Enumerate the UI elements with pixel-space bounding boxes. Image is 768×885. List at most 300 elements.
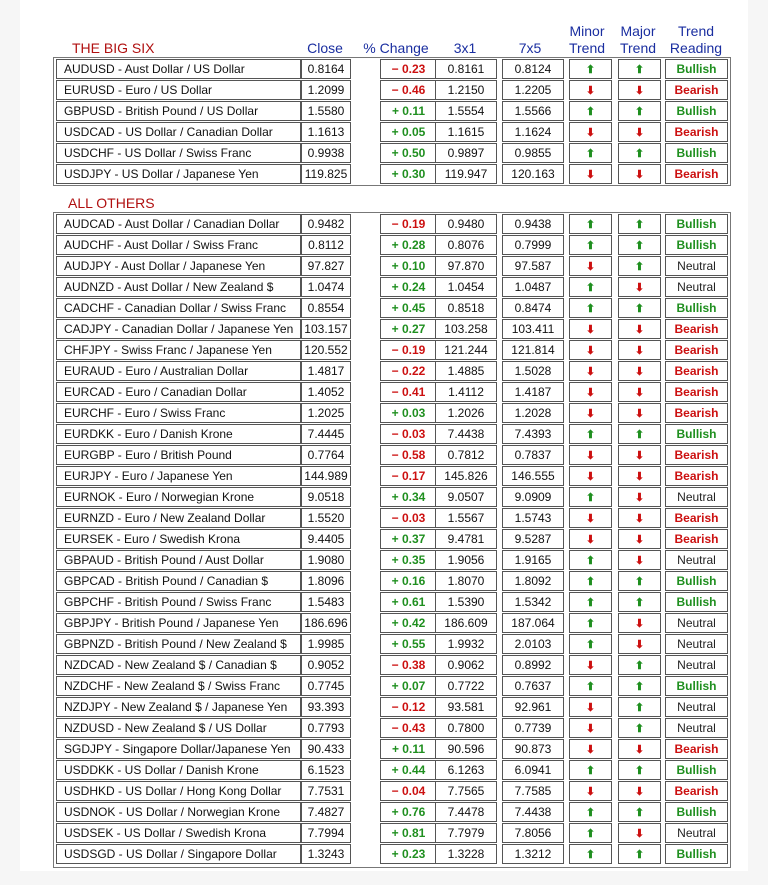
header-major-line1: Major — [620, 23, 656, 39]
pct-change-cell: − 0.22 — [380, 361, 437, 381]
arrow-up-icon: ⬆ — [634, 64, 645, 76]
pair-name-cell: EURCHF - Euro / Swiss Franc — [56, 403, 301, 423]
close-cell: 1.2099 — [301, 80, 351, 100]
pair-name-cell: USDSGD - US Dollar / Singapore Dollar — [56, 844, 301, 864]
avg-7x5-cell: 1.0487 — [502, 277, 564, 297]
trend-reading-cell: Neutral — [665, 718, 728, 738]
arrow-down-icon: ⬇ — [585, 513, 596, 525]
arrow-up-icon: ⬆ — [585, 765, 596, 777]
major-trend-cell — [618, 613, 661, 633]
major-trend-cell — [618, 382, 661, 402]
close-cell: 0.9482 — [301, 214, 351, 234]
avg-7x5-cell: 7.4393 — [502, 424, 564, 444]
close-cell: 1.9080 — [301, 550, 351, 570]
trend-reading-cell: Bullish — [665, 592, 728, 612]
avg-7x5-cell: 9.0909 — [502, 487, 564, 507]
avg-3x1-cell: 0.9062 — [435, 655, 497, 675]
avg-7x5-cell: 1.8092 — [502, 571, 564, 591]
trend-reading-cell: Bearish — [665, 781, 728, 801]
minor-trend-cell — [569, 277, 612, 297]
arrow-down-icon: ⬇ — [634, 345, 645, 357]
major-trend-cell — [618, 277, 661, 297]
close-cell: 7.4445 — [301, 424, 351, 444]
major-trend-cell — [618, 214, 661, 234]
arrow-up-icon: ⬆ — [634, 723, 645, 735]
major-trend-cell — [618, 739, 661, 759]
avg-7x5-cell: 1.5743 — [502, 508, 564, 528]
avg-7x5-cell: 7.8056 — [502, 823, 564, 843]
pct-change-cell: + 0.11 — [380, 739, 437, 759]
pair-name-cell: USDCAD - US Dollar / Canadian Dollar — [56, 122, 301, 142]
arrow-down-icon: ⬇ — [634, 471, 645, 483]
close-cell: 120.552 — [301, 340, 351, 360]
minor-trend-cell — [569, 697, 612, 717]
avg-3x1-cell: 0.7722 — [435, 676, 497, 696]
minor-trend-cell — [569, 80, 612, 100]
minor-trend-cell — [569, 235, 612, 255]
avg-3x1-cell: 1.8070 — [435, 571, 497, 591]
avg-3x1-cell: 1.4112 — [435, 382, 497, 402]
pct-change-cell: + 0.11 — [380, 101, 437, 121]
pair-name-cell: AUDCHF - Aust Dollar / Swiss Franc — [56, 235, 301, 255]
avg-3x1-cell: 0.8076 — [435, 235, 497, 255]
avg-7x5-cell: 0.7837 — [502, 445, 564, 465]
close-cell: 1.4052 — [301, 382, 351, 402]
arrow-down-icon: ⬇ — [634, 450, 645, 462]
arrow-down-icon: ⬇ — [585, 169, 596, 181]
close-cell: 90.433 — [301, 739, 351, 759]
trend-reading-cell: Bullish — [665, 571, 728, 591]
pct-change-cell: + 0.10 — [380, 256, 437, 276]
pair-name-cell: USDCHF - US Dollar / Swiss Franc — [56, 143, 301, 163]
pct-change-cell: + 0.27 — [380, 319, 437, 339]
pair-name-cell: NZDJPY - New Zealand $ / Japanese Yen — [56, 697, 301, 717]
arrow-down-icon: ⬇ — [585, 786, 596, 798]
major-trend-cell — [618, 529, 661, 549]
major-trend-cell — [618, 655, 661, 675]
close-cell: 0.9938 — [301, 143, 351, 163]
avg-3x1-cell: 1.3228 — [435, 844, 497, 864]
pct-change-cell: + 0.30 — [380, 164, 437, 184]
pair-name-cell: GBPUSD - British Pound / US Dollar — [56, 101, 301, 121]
arrow-down-icon: ⬇ — [634, 492, 645, 504]
arrow-up-icon: ⬆ — [634, 681, 645, 693]
major-trend-cell — [618, 340, 661, 360]
arrow-down-icon: ⬇ — [585, 723, 596, 735]
trend-reading-cell: Bullish — [665, 760, 728, 780]
arrow-up-icon: ⬆ — [585, 240, 596, 252]
arrow-up-icon: ⬆ — [634, 597, 645, 609]
pct-change-cell: + 0.44 — [380, 760, 437, 780]
major-trend-cell — [618, 101, 661, 121]
close-cell: 1.3243 — [301, 844, 351, 864]
major-trend-cell — [618, 319, 661, 339]
arrow-up-icon: ⬆ — [634, 849, 645, 861]
avg-3x1-cell: 1.5554 — [435, 101, 497, 121]
arrow-up-icon: ⬆ — [634, 429, 645, 441]
minor-trend-cell — [569, 634, 612, 654]
avg-7x5-cell: 9.5287 — [502, 529, 564, 549]
minor-trend-cell — [569, 466, 612, 486]
arrow-down-icon: ⬇ — [585, 366, 596, 378]
avg-7x5-cell: 6.0941 — [502, 760, 564, 780]
avg-3x1-cell: 93.581 — [435, 697, 497, 717]
pct-change-cell: − 0.58 — [380, 445, 437, 465]
arrow-up-icon: ⬆ — [585, 303, 596, 315]
header-minor-line2: Trend — [568, 40, 606, 56]
arrow-up-icon: ⬆ — [585, 618, 596, 630]
arrow-down-icon: ⬇ — [585, 408, 596, 420]
major-trend-cell — [618, 571, 661, 591]
pair-name-cell: GBPNZD - British Pound / New Zealand $ — [56, 634, 301, 654]
minor-trend-cell — [569, 718, 612, 738]
close-cell: 1.8096 — [301, 571, 351, 591]
avg-3x1-cell: 90.596 — [435, 739, 497, 759]
avg-7x5-cell: 1.3212 — [502, 844, 564, 864]
trend-reading-cell: Bearish — [665, 466, 728, 486]
header-major-line2: Trend — [619, 40, 657, 56]
trend-reading-cell: Bearish — [665, 361, 728, 381]
avg-7x5-cell: 0.9855 — [502, 143, 564, 163]
pair-name-cell: GBPAUD - British Pound / Aust Dollar — [56, 550, 301, 570]
avg-3x1-cell: 1.0454 — [435, 277, 497, 297]
header-7x5: 7x5 — [518, 40, 542, 56]
trend-reading-cell: Bearish — [665, 319, 728, 339]
minor-trend-cell — [569, 592, 612, 612]
avg-3x1-cell: 1.4885 — [435, 361, 497, 381]
major-trend-cell — [618, 802, 661, 822]
minor-trend-cell — [569, 122, 612, 142]
arrow-up-icon: ⬆ — [585, 282, 596, 294]
major-trend-cell — [618, 760, 661, 780]
major-trend-cell — [618, 718, 661, 738]
avg-7x5-cell: 0.7739 — [502, 718, 564, 738]
pct-change-cell: − 0.23 — [380, 59, 437, 79]
pair-name-cell: CADJPY - Canadian Dollar / Japanese Yen — [56, 319, 301, 339]
minor-trend-cell — [569, 214, 612, 234]
arrow-down-icon: ⬇ — [585, 345, 596, 357]
header-minor-line1: Minor — [569, 23, 605, 39]
arrow-down-icon: ⬇ — [634, 639, 645, 651]
avg-3x1-cell: 1.9056 — [435, 550, 497, 570]
major-trend-cell — [618, 508, 661, 528]
pct-change-cell: − 0.41 — [380, 382, 437, 402]
pct-change-cell: − 0.46 — [380, 80, 437, 100]
arrow-down-icon: ⬇ — [634, 85, 645, 97]
pair-name-cell: USDSEK - US Dollar / Swedish Krona — [56, 823, 301, 843]
trend-reading-cell: Bearish — [665, 122, 728, 142]
minor-trend-cell — [569, 256, 612, 276]
avg-3x1-cell: 7.4438 — [435, 424, 497, 444]
avg-3x1-cell: 1.5567 — [435, 508, 497, 528]
pct-change-cell: − 0.17 — [380, 466, 437, 486]
pct-change-cell: − 0.12 — [380, 697, 437, 717]
pct-change-cell: − 0.19 — [380, 214, 437, 234]
arrow-up-icon: ⬆ — [634, 148, 645, 160]
major-trend-cell — [618, 235, 661, 255]
pair-name-cell: USDNOK - US Dollar / Norwegian Krone — [56, 802, 301, 822]
minor-trend-cell — [569, 760, 612, 780]
pair-name-cell: CADCHF - Canadian Dollar / Swiss Franc — [56, 298, 301, 318]
pair-name-cell: AUDNZD - Aust Dollar / New Zealand $ — [56, 277, 301, 297]
close-cell: 1.5580 — [301, 101, 351, 121]
trend-reading-cell: Neutral — [665, 634, 728, 654]
avg-7x5-cell: 1.2205 — [502, 80, 564, 100]
close-cell: 0.7764 — [301, 445, 351, 465]
arrow-down-icon: ⬇ — [585, 324, 596, 336]
pct-change-cell: + 0.45 — [380, 298, 437, 318]
pair-name-cell: EURCAD - Euro / Canadian Dollar — [56, 382, 301, 402]
minor-trend-cell — [569, 823, 612, 843]
avg-3x1-cell: 1.1615 — [435, 122, 497, 142]
trend-reading-cell: Bullish — [665, 424, 728, 444]
major-trend-cell — [618, 466, 661, 486]
arrow-up-icon: ⬆ — [585, 828, 596, 840]
trend-reading-cell: Bearish — [665, 739, 728, 759]
pair-name-cell: CHFJPY - Swiss Franc / Japanese Yen — [56, 340, 301, 360]
minor-trend-cell — [569, 382, 612, 402]
pair-name-cell: EURDKK - Euro / Danish Krone — [56, 424, 301, 444]
pair-name-cell: EURAUD - Euro / Australian Dollar — [56, 361, 301, 381]
close-cell: 0.8554 — [301, 298, 351, 318]
pct-change-cell: + 0.23 — [380, 844, 437, 864]
arrow-down-icon: ⬇ — [634, 387, 645, 399]
avg-7x5-cell: 121.814 — [502, 340, 564, 360]
close-cell: 1.0474 — [301, 277, 351, 297]
arrow-down-icon: ⬇ — [634, 127, 645, 139]
trend-reading-cell: Neutral — [665, 655, 728, 675]
major-trend-cell — [618, 143, 661, 163]
avg-3x1-cell: 9.4781 — [435, 529, 497, 549]
arrow-down-icon: ⬇ — [585, 387, 596, 399]
pair-name-cell: EURGBP - Euro / British Pound — [56, 445, 301, 465]
arrow-down-icon: ⬇ — [634, 324, 645, 336]
arrow-down-icon: ⬇ — [634, 618, 645, 630]
pct-change-cell: + 0.07 — [380, 676, 437, 696]
avg-7x5-cell: 92.961 — [502, 697, 564, 717]
close-cell: 0.7745 — [301, 676, 351, 696]
avg-7x5-cell: 0.7637 — [502, 676, 564, 696]
avg-3x1-cell: 97.870 — [435, 256, 497, 276]
minor-trend-cell — [569, 403, 612, 423]
close-cell: 1.5520 — [301, 508, 351, 528]
arrow-up-icon: ⬆ — [634, 576, 645, 588]
section-title-all-others: ALL OTHERS — [68, 195, 155, 211]
arrow-down-icon: ⬇ — [585, 261, 596, 273]
arrow-down-icon: ⬇ — [634, 555, 645, 567]
close-cell: 7.7531 — [301, 781, 351, 801]
header-minor-trend — [562, 23, 612, 57]
avg-3x1-cell: 145.826 — [435, 466, 497, 486]
arrow-up-icon: ⬆ — [634, 807, 645, 819]
pair-name-cell: USDHKD - US Dollar / Hong Kong Dollar — [56, 781, 301, 801]
major-trend-cell — [618, 80, 661, 100]
avg-7x5-cell: 1.5342 — [502, 592, 564, 612]
minor-trend-cell — [569, 143, 612, 163]
avg-7x5-cell: 0.7999 — [502, 235, 564, 255]
major-trend-cell — [618, 592, 661, 612]
close-cell: 144.989 — [301, 466, 351, 486]
pct-change-cell: + 0.61 — [380, 592, 437, 612]
major-trend-cell — [618, 361, 661, 381]
trend-reading-cell: Bullish — [665, 298, 728, 318]
pair-name-cell: GBPJPY - British Pound / Japanese Yen — [56, 613, 301, 633]
close-cell: 1.2025 — [301, 403, 351, 423]
close-cell: 9.0518 — [301, 487, 351, 507]
trend-reading-cell: Neutral — [665, 487, 728, 507]
pct-change-cell: − 0.03 — [380, 424, 437, 444]
major-trend-cell — [618, 844, 661, 864]
pct-change-cell: + 0.16 — [380, 571, 437, 591]
avg-7x5-cell: 1.2028 — [502, 403, 564, 423]
arrow-up-icon: ⬆ — [634, 106, 645, 118]
avg-3x1-cell: 103.258 — [435, 319, 497, 339]
pair-name-cell: GBPCHF - British Pound / Swiss Franc — [56, 592, 301, 612]
pct-change-cell: + 0.42 — [380, 613, 437, 633]
minor-trend-cell — [569, 739, 612, 759]
avg-3x1-cell: 186.609 — [435, 613, 497, 633]
header-3x1: 3x1 — [453, 40, 477, 56]
avg-7x5-cell: 7.7585 — [502, 781, 564, 801]
arrow-down-icon: ⬇ — [634, 282, 645, 294]
avg-3x1-cell: 0.9897 — [435, 143, 497, 163]
avg-7x5-cell: 1.5028 — [502, 361, 564, 381]
header-trend-reading — [664, 23, 728, 57]
minor-trend-cell — [569, 613, 612, 633]
header-trend-line1: Trend — [677, 23, 715, 39]
pair-name-cell: USDDKK - US Dollar / Danish Krone — [56, 760, 301, 780]
minor-trend-cell — [569, 550, 612, 570]
pct-change-cell: + 0.24 — [380, 277, 437, 297]
minor-trend-cell — [569, 424, 612, 444]
pct-change-cell: − 0.19 — [380, 340, 437, 360]
minor-trend-cell — [569, 487, 612, 507]
arrow-up-icon: ⬆ — [585, 849, 596, 861]
trend-reading-cell: Bearish — [665, 403, 728, 423]
minor-trend-cell — [569, 655, 612, 675]
trend-reading-cell: Bullish — [665, 844, 728, 864]
close-cell: 1.4817 — [301, 361, 351, 381]
trend-reading-cell: Bullish — [665, 676, 728, 696]
avg-3x1-cell: 0.7812 — [435, 445, 497, 465]
close-cell: 0.8164 — [301, 59, 351, 79]
arrow-up-icon: ⬆ — [585, 64, 596, 76]
trend-reading-cell: Bearish — [665, 340, 728, 360]
avg-3x1-cell: 0.8518 — [435, 298, 497, 318]
major-trend-cell — [618, 403, 661, 423]
arrow-up-icon: ⬆ — [585, 106, 596, 118]
avg-7x5-cell: 1.1624 — [502, 122, 564, 142]
header-trend-line2: Reading — [669, 40, 723, 56]
avg-3x1-cell: 7.7565 — [435, 781, 497, 801]
arrow-up-icon: ⬆ — [585, 429, 596, 441]
trend-reading-cell: Bearish — [665, 508, 728, 528]
avg-7x5-cell: 1.4187 — [502, 382, 564, 402]
avg-7x5-cell: 1.5566 — [502, 101, 564, 121]
minor-trend-cell — [569, 164, 612, 184]
close-cell: 97.827 — [301, 256, 351, 276]
arrow-down-icon: ⬇ — [634, 513, 645, 525]
pct-change-cell: + 0.37 — [380, 529, 437, 549]
close-cell: 119.825 — [301, 164, 351, 184]
pair-name-cell: EURSEK - Euro / Swedish Krona — [56, 529, 301, 549]
major-trend-cell — [618, 697, 661, 717]
avg-7x5-cell: 7.4438 — [502, 802, 564, 822]
arrow-down-icon: ⬇ — [634, 744, 645, 756]
trend-reading-cell: Neutral — [665, 697, 728, 717]
avg-7x5-cell: 0.8124 — [502, 59, 564, 79]
arrow-up-icon: ⬆ — [634, 240, 645, 252]
avg-3x1-cell: 119.947 — [435, 164, 497, 184]
avg-7x5-cell: 146.555 — [502, 466, 564, 486]
major-trend-cell — [618, 164, 661, 184]
arrow-down-icon: ⬇ — [634, 786, 645, 798]
header-major-trend — [613, 23, 663, 57]
pair-name-cell: AUDCAD - Aust Dollar / Canadian Dollar — [56, 214, 301, 234]
minor-trend-cell — [569, 781, 612, 801]
minor-trend-cell — [569, 59, 612, 79]
avg-3x1-cell: 0.8161 — [435, 59, 497, 79]
trend-reading-cell: Bullish — [665, 802, 728, 822]
close-cell: 7.7994 — [301, 823, 351, 843]
minor-trend-cell — [569, 101, 612, 121]
trend-reading-cell: Bullish — [665, 214, 728, 234]
trend-reading-cell: Bearish — [665, 80, 728, 100]
avg-7x5-cell: 2.0103 — [502, 634, 564, 654]
major-trend-cell — [618, 256, 661, 276]
avg-3x1-cell: 0.7800 — [435, 718, 497, 738]
avg-3x1-cell: 1.2026 — [435, 403, 497, 423]
major-trend-cell — [618, 298, 661, 318]
arrow-down-icon: ⬇ — [585, 85, 596, 97]
minor-trend-cell — [569, 445, 612, 465]
arrow-down-icon: ⬇ — [585, 660, 596, 672]
major-trend-cell — [618, 487, 661, 507]
arrow-down-icon: ⬇ — [585, 744, 596, 756]
pair-name-cell: EURNZD - Euro / New Zealand Dollar — [56, 508, 301, 528]
major-trend-cell — [618, 59, 661, 79]
avg-7x5-cell: 187.064 — [502, 613, 564, 633]
minor-trend-cell — [569, 676, 612, 696]
close-cell: 0.9052 — [301, 655, 351, 675]
avg-3x1-cell: 7.4478 — [435, 802, 497, 822]
pct-change-cell: + 0.34 — [380, 487, 437, 507]
trend-reading-cell: Neutral — [665, 277, 728, 297]
avg-7x5-cell: 0.8992 — [502, 655, 564, 675]
minor-trend-cell — [569, 529, 612, 549]
minor-trend-cell — [569, 844, 612, 864]
avg-3x1-cell: 6.1263 — [435, 760, 497, 780]
avg-3x1-cell: 0.9480 — [435, 214, 497, 234]
close-cell: 6.1523 — [301, 760, 351, 780]
pct-change-cell: − 0.04 — [380, 781, 437, 801]
arrow-up-icon: ⬆ — [585, 597, 596, 609]
pct-change-cell: + 0.76 — [380, 802, 437, 822]
minor-trend-cell — [569, 571, 612, 591]
arrow-up-icon: ⬆ — [634, 261, 645, 273]
arrow-up-icon: ⬆ — [585, 576, 596, 588]
close-cell: 1.5483 — [301, 592, 351, 612]
section-title-big-six: THE BIG SIX — [72, 40, 155, 56]
trend-reading-cell: Bullish — [665, 59, 728, 79]
close-cell: 186.696 — [301, 613, 351, 633]
pair-name-cell: USDJPY - US Dollar / Japanese Yen — [56, 164, 301, 184]
arrow-up-icon: ⬆ — [585, 807, 596, 819]
arrow-up-icon: ⬆ — [634, 702, 645, 714]
pair-name-cell: NZDCAD - New Zealand $ / Canadian $ — [56, 655, 301, 675]
major-trend-cell — [618, 122, 661, 142]
arrow-up-icon: ⬆ — [585, 681, 596, 693]
